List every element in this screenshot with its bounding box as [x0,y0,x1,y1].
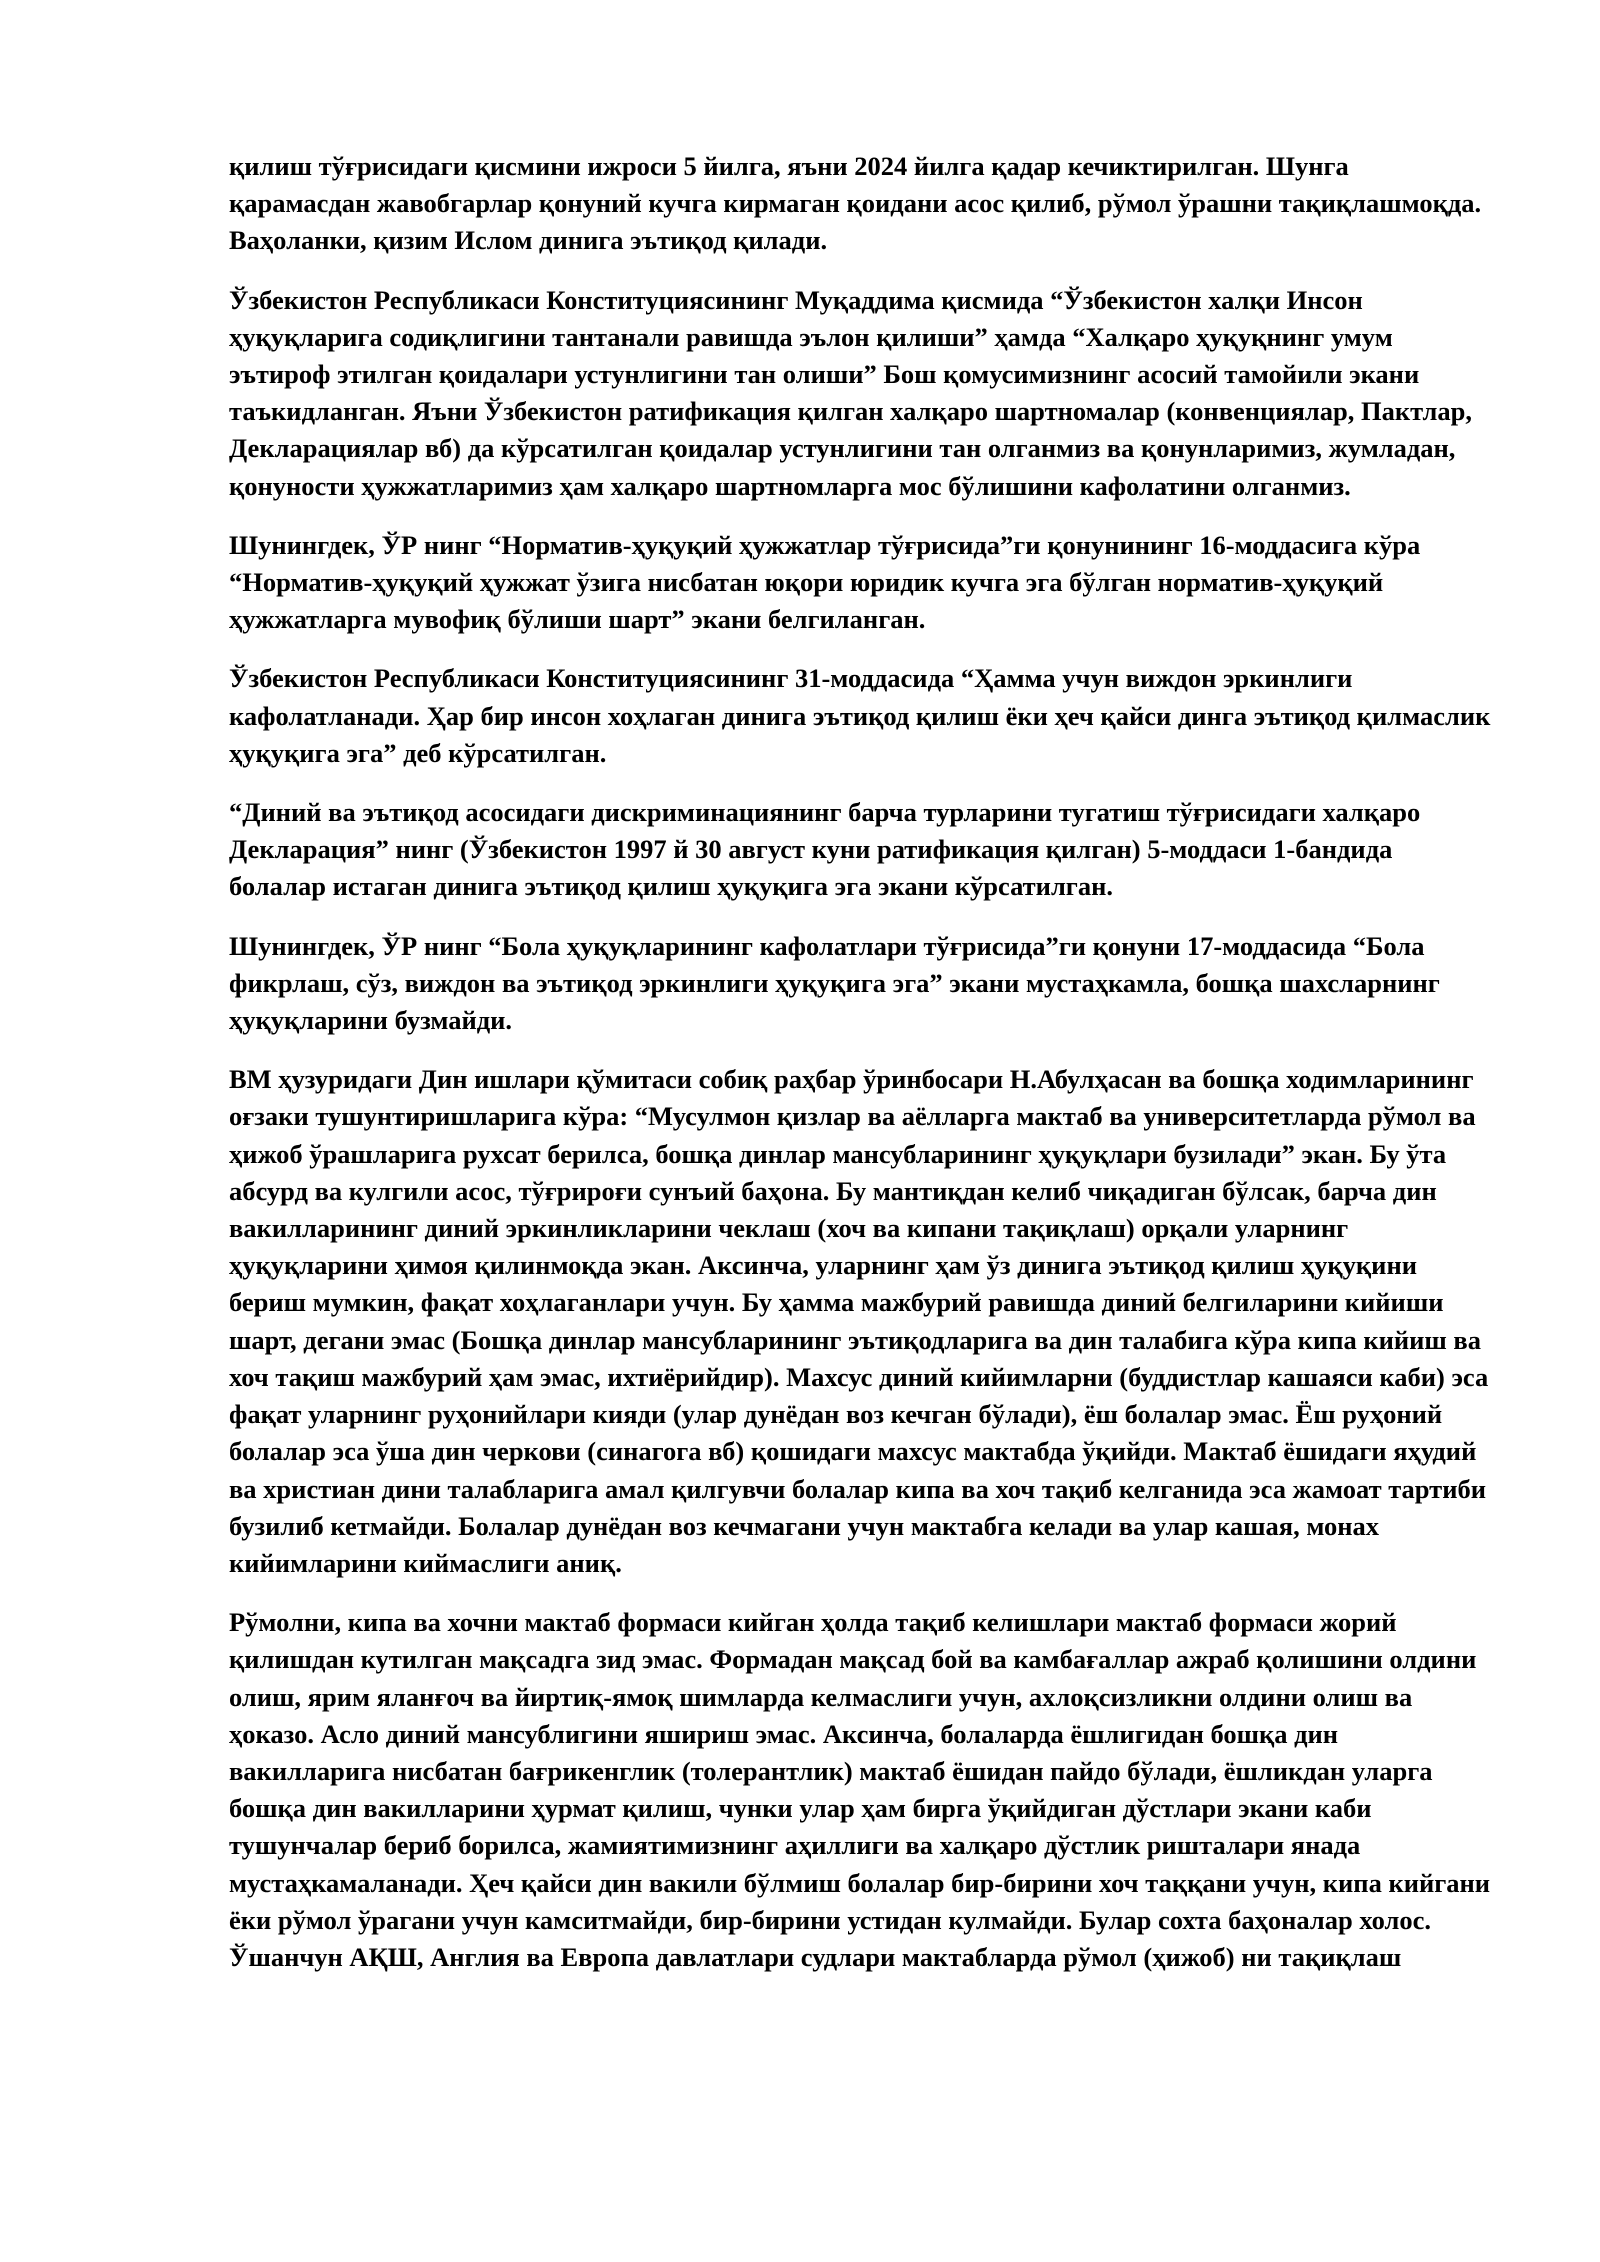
paragraph-8: Рўмолни, кипа ва хочни мактаб формаси кийган ҳолда тақиб келишлари мактаб формаси жорий қилишдан кутилган мақсадга зид эмас. Формадан мақсад бой ва камбағаллар ажраб қолишини олдини олиш, ярим яланғоч ва йиртиқ-ямоқ шимларда келмаслиги учун, ахлоқсизликни олдини олиш ва ҳоказо. Асло диний мансублигини яшириш эмас. Аксинча, болаларда ёшлигидан бошқа дин вакилларига нисбатан бағрикенглик (толерантлик) мактаб ёшидан пайдо бўлади, ёшликдан уларга бошқа дин вакилларини ҳурмат қилиш, чунки улар ҳам бирга ўқийдиган дўстлари экани каби тушунчалар бериб борилса, жамиятимизнинг аҳиллиги ва халқаро дўстлик ришталари янада мустаҳкамаланади. Ҳеч қайси дин вакили бўлмиш болалар бир-бирини хоч таққани учун, кипа кийгани ёки рўмол ўрагани учун камситмайди, бир-бирини устидан кулмайди. Булар сохта баҳоналар холос. Ўшанчун АҚШ, Англия ва Европа давлатлари судлари мактабларда рўмол (ҳижоб) ни тақиқлаш [229,1607,1491,1972]
paragraph-2: Ўзбекистон Республикаси Конституциясининг Муқаддима қисмида “Ўзбекистон халқи Инсон ҳуқуқларига содиқлигини тантанали равишда эълон қилиши” ҳамда “Халқаро ҳуқуқнинг умум эътироф этилган қоидалари устунлигини тан олиши” Бош қомусимизнинг асосий тамойили экани таъкидланган. Яъни Ўзбекистон ратификация қилган халқаро шартномалар (конвенциялар, Пактлар, Декларациялар вб) да кўрсатилган қоидалар устунлигини тан олганмиз ва қонунларимиз, жумладан, қонуности ҳужжатларимиз ҳам халқаро шартномларга мос бўлишини кафолатини олганмиз. [229,284,1472,501]
document-body [229,148,1491,1998]
paragraph-5: “Диний ва эътиқод асосидаги дискриминациянинг барча турларини тугатиш тўғрисидаги халқаро Декларация” нинг (Ўзбекистон 1997 й 30 август куни ратификация қилган) 5-моддаси 1-бандида болалар истаган динига эътиқод қилиш ҳуқуқига эга экани кўрсатилган. [229,797,1421,902]
paragraph-3: Шунингдек, ЎР нинг “Норматив-ҳуқуқий ҳужжатлар тўғрисида”ги қонунининг 16-моддасига кўра “Норматив-ҳуқуқий ҳужжат ўзига нисбатан юқори юридик кучга эга бўлган норматив-ҳуқуқий ҳужжатларга мувофиқ бўлиши шарт” экани белгиланган. [229,529,1421,635]
paragraph-4: Ўзбекистон Республикаси Конституциясининг 31-моддасида “Ҳамма учун виждон эркинлиги кафолатланади. Ҳар бир инсон хоҳлаган динига эътиқод қилиш ёки ҳеч қайси динга эътиқод қилмаслик ҳуқуқига эга” деб кўрсатилган. [229,663,1491,768]
paragraph-7: ВМ ҳузуридаги Дин ишлари қўмитаси собиқ раҳбар ўринбосари Н.Абулҳасан ва бошқа ходимларининг оғзаки тушунтиришларига кўра: “Мусулмон қизлар ва аёлларга мактаб ва университетларда рўмол ва ҳижоб ўрашларига рухсат берилса, бошқа динлар мансубларининг ҳуқуқлари бузилади” экан. Бу ўта абсурд ва кулгили асос, тўғрироғи сунъий баҳона. Бу мантиқдан келиб чиқадиган бўлсак, барча дин вакилларининг диний эркинликларини чеклаш (хоч ва кипани тақиқлаш) орқали уларнинг ҳуқуқларини ҳимоя қилинмоқда экан. Аксинча, уларнинг ҳам ўз динига эътиқод қилиш ҳуқуқини бериш мумкин, фақат хоҳлаганлари учун. Бу ҳамма мажбурий равишда диний белгиларини кийиши шарт, дегани эмас (Бошқа динлар мансубларининг эътиқодларига ва дин талабига кўра кипа кийиш ва хоч тақиш мажбурий ҳам эмас, ихтиёрийдир). Махсус диний кийимларни (буддистлар кашаяси каби) эса фақат уларнинг руҳонийлари кияди (улар дунёдан воз кечган бўлади), ёш болалар эмас. Ёш руҳоний болалар эса ўша дин черкови (синагога вб) қошидаги махсус мактабда ўқийди. Мактаб ёшидаги яҳудий ва христиан дини талабларига амал қилгувчи болалар кипа ва хоч тақиб келганида эса жамоат тартиби бузилиб кетмайди. Болалар дунёдан воз кечмагани учун мактабга келади ва улар кашая, монах кийимларини киймаслиги аниқ. [229,1064,1489,1578]
paragraph-1: қилиш тўғрисидаги қисмини ижроси 5 йилга, яъни 2024 йилга қадар кечиктирилган. Шунга қарамасдан жавобгарлар қонуний кучга кирмаган қоидани асос қилиб, рўмол ўрашни тақиқлашмоқда. Ваҳоланки, қизим Ислом динига эътиқод қилади. [229,151,1482,256]
paragraph-6: Шунингдек, ЎР нинг “Бола ҳуқуқларининг кафолатлари тўғрисида”ги қонуни 17-моддасида “Бола фикрлаш, сўз, виждон ва эътиқод эркинлиги ҳуқуқига эга” экани мустаҳкамла, бошқа шахсларнинг ҳуқуқларини бузмайди. [229,930,1440,1036]
